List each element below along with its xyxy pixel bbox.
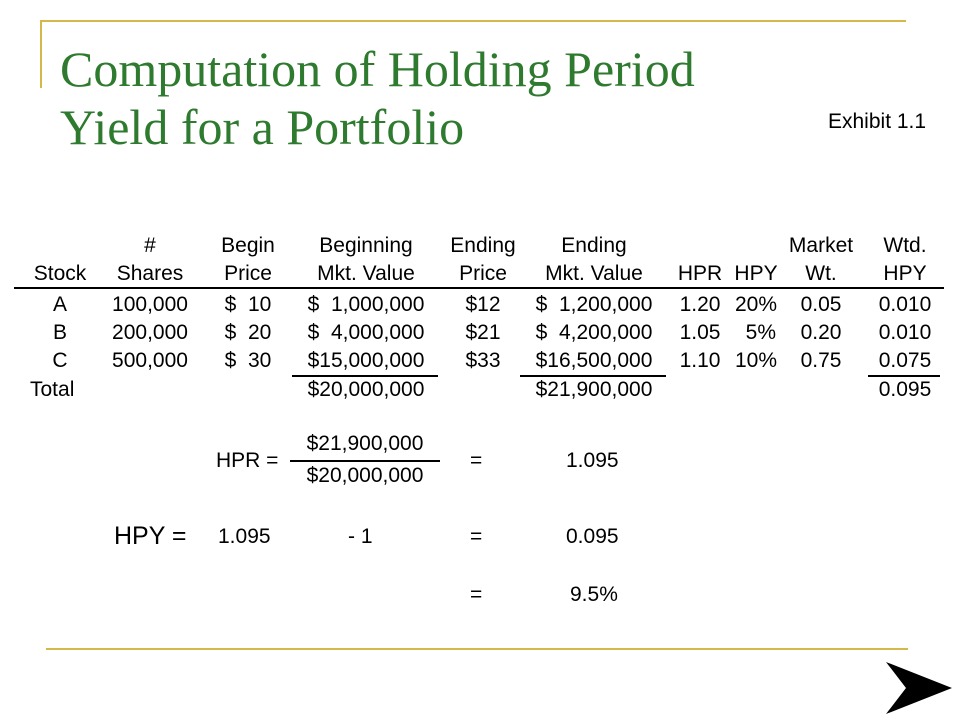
total-bmv: $20,000,000 [307,378,425,401]
header-hpr: HPR [677,262,723,285]
hpy-minus-one: - 1 [348,525,373,548]
row-c-bprice: $ 30 [224,349,272,372]
header-emv: Mkt. Value [545,262,643,285]
row-a-eprice: $12 [465,293,501,316]
row-c-eprice: $33 [465,349,501,372]
row-a-bmv: $ 1,000,000 [307,293,425,316]
exhibit-label: Exhibit 1.1 [828,110,927,133]
header-mkt: Wt. [805,262,837,285]
header-wtd-top: Wtd. [883,234,927,257]
header-rule [14,287,944,289]
row-c-wtd: 0.075 [878,349,932,372]
row-b-shares: 200,000 [112,321,188,344]
row-c-emv: $16,500,000 [535,349,653,372]
next-arrow-icon[interactable] [884,660,954,716]
total-emv: $21,900,000 [535,378,653,401]
row-c-mkt: 0.75 [800,349,842,372]
hpy-equals: = [470,525,483,548]
row-a-emv: $ 1,200,000 [535,293,653,316]
header-bprice: Price [224,262,272,285]
header-mkt-top: Market [788,234,854,257]
header-emv-top: Ending [561,234,627,257]
pct-equals: = [470,583,483,606]
header-eprice: Price [459,262,507,285]
row-b-bprice: $ 20 [224,321,272,344]
header-bmv-top: Beginning [319,234,413,257]
row-b-mkt: 0.20 [800,321,842,344]
header-stock: Stock [33,262,87,285]
row-b-emv: $ 4,200,000 [535,321,653,344]
row-a-hpr: 1.20 [679,293,721,316]
row-c-bmv: $15,000,000 [307,349,425,372]
row-a-shares: 100,000 [112,293,188,316]
hpr-fraction-rule [290,460,440,462]
total-wtd: 0.095 [878,378,932,401]
row-a-stock: A [52,293,67,316]
hpy-term: 1.095 [218,525,271,548]
row-a-hpy: 20% [734,293,778,316]
hpr-numerator: $21,900,000 [306,432,424,455]
row-c-hpy: 10% [734,349,778,372]
header-hpy: HPY [734,262,778,285]
header-shares: Shares [116,262,184,285]
hpr-formula-label: HPR = [216,449,279,472]
slide-title: Computation of Holding Period Yield for a Portfolio [60,41,695,155]
row-c-hpr: 1.10 [679,349,721,372]
row-a-mkt: 0.05 [800,293,842,316]
row-b-hpy: 5% [745,321,776,344]
row-a-bprice: $ 10 [224,293,272,316]
header-eprice-top: Ending [450,234,516,257]
total-label: Total [30,378,75,401]
header-shares-top: # [144,234,156,257]
header-wtd: HPY [883,262,927,285]
row-c-stock: C [52,349,68,372]
pct-result: 9.5% [570,583,618,606]
row-b-bmv: $ 4,000,000 [307,321,425,344]
row-a-wtd: 0.010 [878,293,932,316]
hpy-result: 0.095 [566,525,619,548]
header-bprice-top: Begin [221,234,275,257]
hpr-equals: = [470,449,483,472]
hpy-formula-label: HPY = [114,522,187,550]
row-b-wtd: 0.010 [878,321,932,344]
header-bmv: Mkt. Value [317,262,415,285]
row-c-shares: 500,000 [112,349,188,372]
hpr-denominator: $20,000,000 [306,464,424,487]
hpr-result: 1.095 [566,449,619,472]
row-b-eprice: $21 [465,321,501,344]
row-b-stock: B [52,321,67,344]
row-b-hpr: 1.05 [679,321,721,344]
